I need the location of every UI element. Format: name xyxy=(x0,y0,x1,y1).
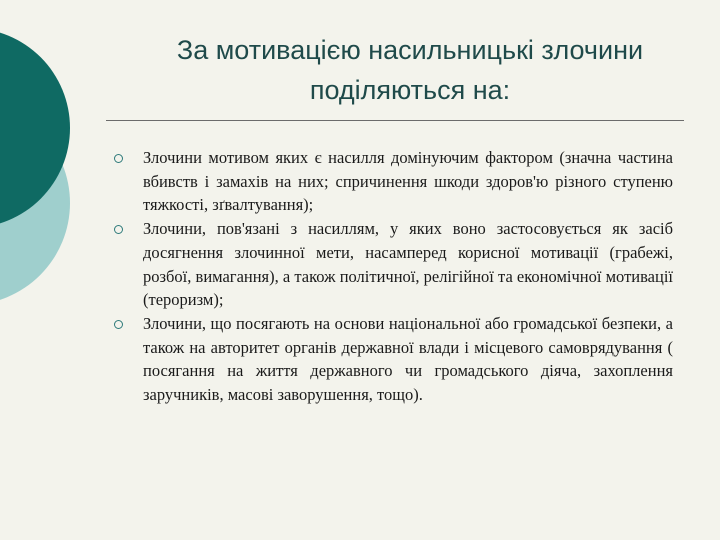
bullet-circle-icon xyxy=(114,320,123,329)
title-divider xyxy=(106,120,684,121)
list-item-text: Злочини, що посягають на основи національної або громадської безпеки, а також на авторитет органів державної влади і місцевого самоврядування ( посягання на життя державного чи громадського діяча, захоплення заручників, масові заворушення, тощо). xyxy=(143,313,673,405)
decorative-circles xyxy=(0,0,90,300)
list-item-text: Злочини, пов'язані з насиллям, у яких воно застосовується як засіб досягнення злочинної мети, насамперед корисної мотивації (грабежі, розбої, вимагання), а також політичної, релігійної та економічної мотивації (тероризм); xyxy=(143,219,673,310)
slide-title: За мотивацією насильницькі злочини поділяються на: xyxy=(176,35,644,105)
list-item xyxy=(113,146,673,217)
bullet-circle-icon xyxy=(114,225,123,234)
list-item xyxy=(113,312,673,407)
bullet-circle-icon xyxy=(114,154,123,163)
list-item-text: Злочини мотивом яких є насилля домінуючим фактором (значна частина вбивств і замахів на них; спричинення шкоди здоров'ю різного ступеню тяжкості, зґвалтування); xyxy=(143,148,673,215)
bullet-list xyxy=(113,146,673,407)
list-item xyxy=(113,217,673,312)
